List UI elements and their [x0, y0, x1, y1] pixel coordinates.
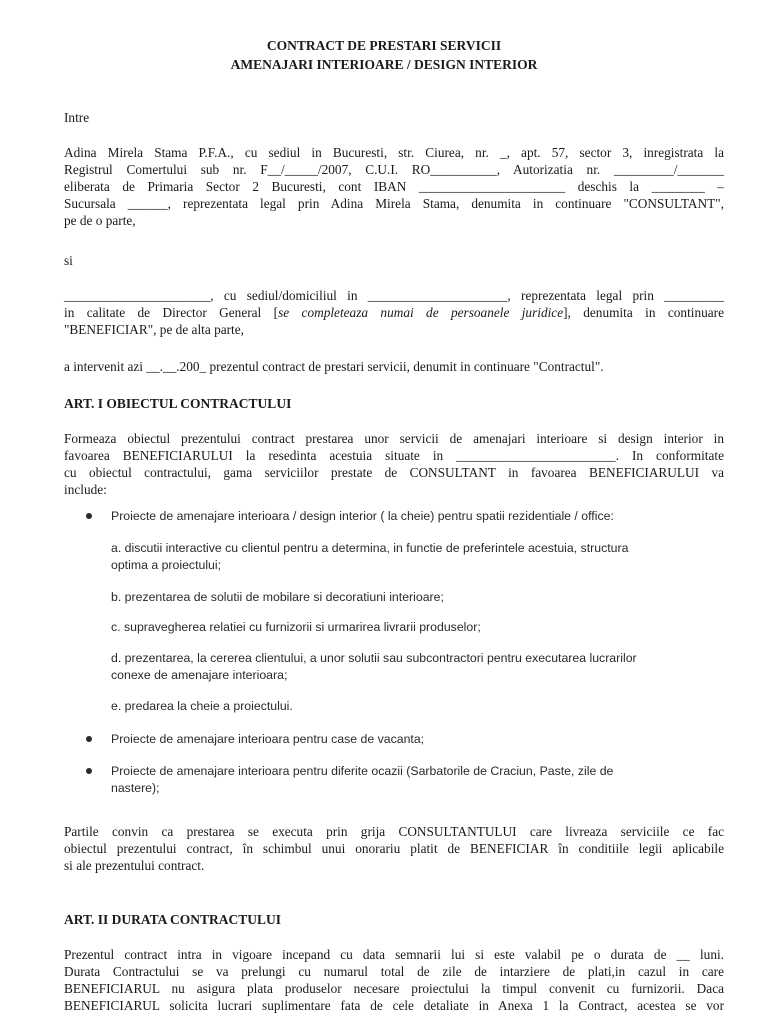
- art2-heading: ART. II DURATA CONTRACTULUI: [64, 912, 282, 927]
- party1-line: Adina Mirela Stama P.F.A., cu sediul in Bucuresti, str. Ciurea, nr. _, apt. 57, sector 3, inregistrata la: [64, 145, 724, 160]
- contract-subtitle: AMENAJARI INTERIOARE / DESIGN INTERIOR: [230, 57, 538, 72]
- art2-paragraph: Prezentul contract intra in vigoare incepand cu data semnarii lui si este valabil pe o durata de __ luni. Durata Contractului se va prelungi cu numarul total de zile de intarziere de plati,in cazul in care BENEFICIARUL nu asigura plata produselor necesare proiectului la timpul convenit cu furnizorii. Daca BENEFICIARUL solicita lucrari suplimentare fata de cele detaliate in Anexa 1 la Contract, acestea se vor: [64, 947, 724, 1013]
- art1-heading: ART. I OBIECTUL CONTRACTULUI: [64, 396, 292, 411]
- sub-item-b: b. prezentarea de solutii de mobilare si decoratiuni interioare;: [111, 590, 444, 604]
- italic-note: se completeaza numai de persoanele juridice: [278, 305, 564, 320]
- bullet-item: Proiecte de amenajare interioara / design interior ( la cheie) pentru spatii rezidentiale / office:: [111, 509, 614, 523]
- art1-closing-paragraph: Partile convin ca prestarea se executa prin grija CONSULTANTULUI care livreaza serviciile ce fac obiectul prezentului contract, în schimbul unui onorariu platit de BENEFICIAR în conditiile legii aplicabile si ale prezentului contract.: [64, 824, 724, 873]
- bullet-item: Proiecte de amenajare interioara pentru diferite ocazii (Sarbatorile de Craciun, Paste, zile de nastere);: [111, 764, 614, 795]
- intervenit-paragraph: a intervenit azi __.__.200_ prezentul contract de prestari servicii, denumit in continuare "Contractul".: [64, 359, 604, 374]
- party2-line: "BENEFICIAR", pe de alta parte,: [64, 322, 244, 337]
- bullet-icon: [86, 768, 94, 776]
- party1-line: eliberata de Primaria Sector 2 Bucuresti, cont IBAN ______________________ deschis la ________ –: [64, 179, 724, 194]
- party1-line: pe de o parte,: [64, 213, 136, 228]
- party2-line: ______________________, cu sediul/domiciliul in _____________________, reprezentata legal prin _________: [64, 288, 724, 303]
- intro-text: Intre: [64, 110, 90, 125]
- art1-paragraph: Formeaza obiectul prezentului contract prestarea unor servicii de amenajari interioare si design interior in favoarea BENEFICIARULUI la resedinta acestuia situate in ________________________. In conformitate cu obiectul contractului, gama serviciilor prestate de CONSULTANT in favoarea BENEFICIARULUI va include:: [64, 431, 724, 497]
- sub-item-a: a. discutii interactive cu clientul pentru a determina, in functie de preferintele acestuia, structura optima a proiectului;: [111, 541, 629, 572]
- contract-title: CONTRACT DE PRESTARI SERVICII: [266, 38, 502, 53]
- party2-paragraph: [64, 287, 724, 338]
- sub-item-d: d. prezentarea, la cererea clientului, a unor solutii sau subcontractori pentru executarea lucrarilor conexe de amenajare interioara;: [111, 651, 637, 682]
- party1-line: Sucursala ______, reprezentata legal prin Adina Mirela Stama, denumita in continuare "CONSULTANT",: [64, 196, 724, 211]
- bullet-item: Proiecte de amenajare interioara pentru case de vacanta;: [111, 732, 425, 746]
- party2-line: in calitate de Director General [se completeaza numai de persoanele juridice], denumita in continuare: [64, 305, 724, 320]
- bullet-icon: [86, 736, 94, 744]
- party1-paragraph: [64, 144, 724, 229]
- sub-item-e: e. predarea la cheie a proiectului.: [111, 699, 293, 713]
- sub-item-c: c. supravegherea relatiei cu furnizorii si urmarirea livrarii produselor;: [111, 620, 481, 634]
- si-text: si: [64, 253, 73, 268]
- party1-line: Registrul Comertului sub nr. F__/_____/2007, C.U.I. RO__________, Autorizatia nr. _________/_______: [64, 162, 724, 177]
- bullet-icon: [86, 513, 94, 521]
